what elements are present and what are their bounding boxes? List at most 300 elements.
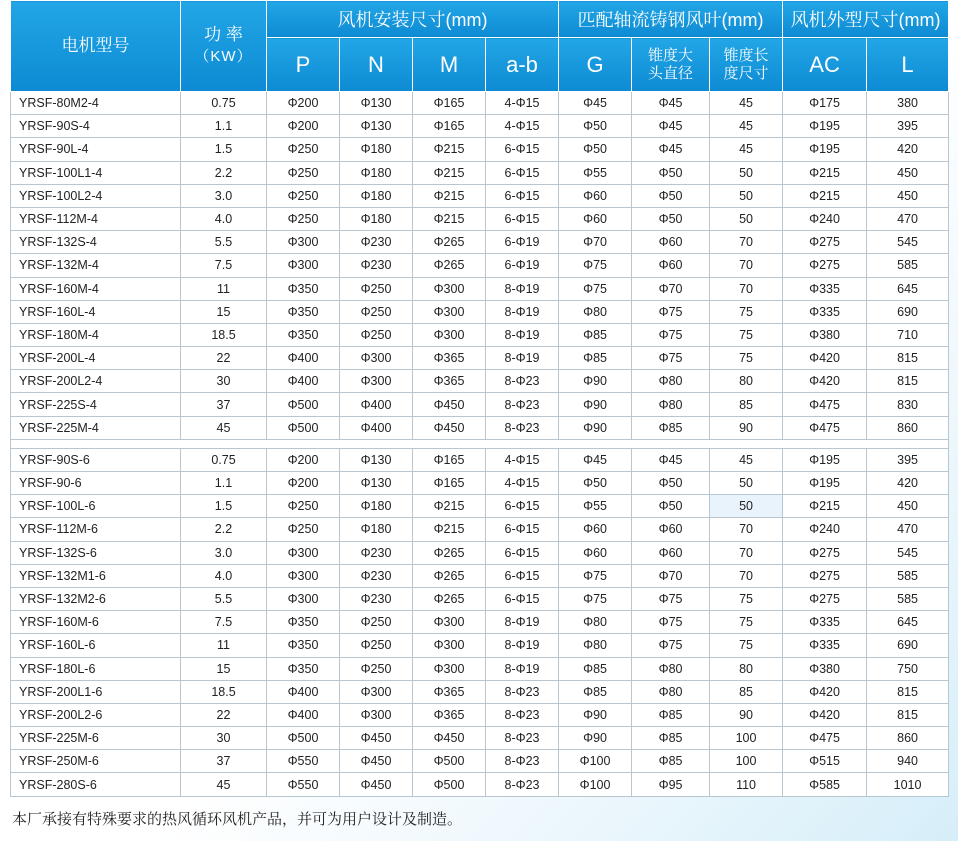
table-cell: Φ300 [413, 277, 486, 300]
table-row [11, 680, 949, 703]
table-cell: Φ70 [632, 277, 710, 300]
table-cell: Φ180 [340, 495, 413, 518]
table-cell: Φ300 [267, 541, 340, 564]
cell-model: YRSF-100L-6 [11, 495, 181, 518]
table-cell: Φ175 [783, 92, 867, 115]
table-cell: Φ240 [783, 207, 867, 230]
table-row [11, 115, 949, 138]
table-cell: Φ90 [559, 393, 632, 416]
table-cell: Φ130 [340, 448, 413, 471]
table-row [11, 207, 949, 230]
header-model: 电机型号 [11, 1, 181, 92]
table-separator [11, 439, 949, 448]
table-cell: 8-Φ19 [486, 634, 559, 657]
header-col-g: G [559, 38, 632, 92]
table-cell: Φ45 [632, 448, 710, 471]
table-cell: Φ335 [783, 634, 867, 657]
table-cell: Φ300 [413, 657, 486, 680]
table-cell: 22 [181, 347, 267, 370]
table-cell: Φ300 [340, 347, 413, 370]
cell-model: YRSF-90-6 [11, 472, 181, 495]
table-cell: Φ75 [559, 587, 632, 610]
table-cell: 5.5 [181, 587, 267, 610]
table-cell: Φ550 [267, 750, 340, 773]
table-cell: 8-Φ23 [486, 393, 559, 416]
table-cell: Φ350 [267, 277, 340, 300]
table-cell: Φ85 [559, 657, 632, 680]
table-cell: Φ250 [340, 611, 413, 634]
table-cell: 0.75 [181, 92, 267, 115]
table-cell: 6-Φ15 [486, 207, 559, 230]
table-cell: 830 [867, 393, 949, 416]
table-cell: 8-Φ23 [486, 773, 559, 796]
table-cell: Φ380 [783, 657, 867, 680]
table-cell: Φ80 [559, 611, 632, 634]
table-cell: Φ380 [783, 323, 867, 346]
header-group-fan-blade: 匹配轴流铸钢风叶(mm) [559, 1, 783, 38]
table-cell: Φ165 [413, 472, 486, 495]
table-row [11, 138, 949, 161]
table-cell: Φ75 [632, 323, 710, 346]
table-cell: 6-Φ15 [486, 587, 559, 610]
table-cell: Φ300 [267, 254, 340, 277]
table-cell: Φ50 [632, 472, 710, 495]
table-cell: Φ275 [783, 587, 867, 610]
header-col-ac: AC [783, 38, 867, 92]
table-cell: Φ420 [783, 680, 867, 703]
table-cell: Φ350 [267, 611, 340, 634]
header-power [181, 1, 267, 92]
table-cell: Φ400 [340, 393, 413, 416]
table-cell: 1.5 [181, 138, 267, 161]
table-cell: Φ215 [783, 161, 867, 184]
table-cell: Φ300 [267, 587, 340, 610]
table-cell: Φ230 [340, 564, 413, 587]
table-cell: 815 [867, 370, 949, 393]
table-cell: Φ500 [267, 416, 340, 439]
table-cell: Φ165 [413, 448, 486, 471]
cell-model: YRSF-100L2-4 [11, 184, 181, 207]
table-cell: 8-Φ23 [486, 370, 559, 393]
table-row [11, 347, 949, 370]
table-cell: Φ50 [632, 495, 710, 518]
table-cell: 6-Φ19 [486, 254, 559, 277]
table-cell: Φ265 [413, 541, 486, 564]
table-cell: Φ265 [413, 587, 486, 610]
table-cell: Φ400 [267, 347, 340, 370]
table-cell: 940 [867, 750, 949, 773]
table-cell: 50 [710, 495, 783, 518]
table-cell: Φ250 [267, 495, 340, 518]
table-cell: 6-Φ15 [486, 541, 559, 564]
table-cell: Φ215 [413, 518, 486, 541]
cell-model: YRSF-132M1-6 [11, 564, 181, 587]
table-cell: Φ450 [340, 773, 413, 796]
table-cell: Φ90 [559, 416, 632, 439]
table-cell: 70 [710, 518, 783, 541]
table-cell: Φ80 [559, 634, 632, 657]
table-row [11, 92, 949, 115]
table-cell: Φ80 [632, 657, 710, 680]
table-cell: Φ85 [632, 727, 710, 750]
table-cell: Φ420 [783, 370, 867, 393]
cell-model: YRSF-112M-4 [11, 207, 181, 230]
table-cell: Φ350 [267, 300, 340, 323]
table-cell: 1.1 [181, 115, 267, 138]
table-cell: 3.0 [181, 541, 267, 564]
table-cell: Φ45 [559, 92, 632, 115]
table-cell: Φ100 [559, 750, 632, 773]
cell-model: YRSF-90S-6 [11, 448, 181, 471]
table-cell: 450 [867, 161, 949, 184]
cell-model: YRSF-132S-4 [11, 231, 181, 254]
table-cell: 545 [867, 231, 949, 254]
table-cell: Φ165 [413, 115, 486, 138]
table-cell: 4-Φ15 [486, 448, 559, 471]
table-cell: Φ50 [559, 115, 632, 138]
table-cell: Φ365 [413, 680, 486, 703]
table-row [11, 184, 949, 207]
table-cell: Φ80 [632, 680, 710, 703]
table-cell: 75 [710, 587, 783, 610]
header-cone-diameter-line2: 头直径 [648, 64, 694, 82]
table-cell: Φ240 [783, 518, 867, 541]
table-cell: Φ50 [559, 472, 632, 495]
table-cell: 545 [867, 541, 949, 564]
table-row [11, 448, 949, 471]
table-cell: Φ475 [783, 727, 867, 750]
header-cone-length-line1: 锥度长 [723, 46, 769, 64]
table-cell: Φ275 [783, 541, 867, 564]
table-cell: Φ335 [783, 611, 867, 634]
table-cell: 45 [181, 773, 267, 796]
table-cell: 815 [867, 680, 949, 703]
table-cell: Φ230 [340, 587, 413, 610]
table-cell: Φ50 [632, 207, 710, 230]
table-cell: Φ195 [783, 448, 867, 471]
table-cell: 100 [710, 727, 783, 750]
table-cell: Φ450 [413, 416, 486, 439]
header-cone-diameter-line1: 锥度大 [648, 46, 694, 64]
table-cell: Φ200 [267, 115, 340, 138]
table-cell: Φ45 [632, 92, 710, 115]
table-cell: 80 [710, 657, 783, 680]
table-cell: 8-Φ23 [486, 727, 559, 750]
table-cell: 45 [710, 115, 783, 138]
table-cell: Φ90 [559, 727, 632, 750]
table-cell: Φ90 [559, 370, 632, 393]
table-cell: 70 [710, 254, 783, 277]
table-cell: 4.0 [181, 564, 267, 587]
table-cell: 8-Φ23 [486, 416, 559, 439]
table-cell: 15 [181, 300, 267, 323]
separator-cell [11, 439, 949, 448]
cell-model: YRSF-200L-4 [11, 347, 181, 370]
table-cell: Φ300 [267, 564, 340, 587]
cell-model: YRSF-280S-6 [11, 773, 181, 796]
table-row [11, 773, 949, 796]
table-cell: Φ215 [413, 207, 486, 230]
table-cell: 50 [710, 207, 783, 230]
cell-model: YRSF-160L-4 [11, 300, 181, 323]
table-cell: Φ195 [783, 138, 867, 161]
table-cell: 8-Φ19 [486, 611, 559, 634]
table-cell: Φ250 [340, 277, 413, 300]
spec-sheet [10, 0, 948, 797]
cell-model: YRSF-200L2-6 [11, 703, 181, 726]
table-cell: Φ75 [632, 347, 710, 370]
table-cell: Φ230 [340, 541, 413, 564]
table-cell: Φ85 [632, 703, 710, 726]
table-cell: 90 [710, 703, 783, 726]
table-cell: 37 [181, 393, 267, 416]
table-cell: Φ275 [783, 254, 867, 277]
table-cell: Φ400 [267, 680, 340, 703]
table-cell: Φ80 [632, 370, 710, 393]
table-cell: 75 [710, 347, 783, 370]
table-cell: Φ70 [632, 564, 710, 587]
table-cell: Φ230 [340, 254, 413, 277]
table-cell: Φ250 [340, 300, 413, 323]
table-cell: 50 [710, 161, 783, 184]
table-cell: 450 [867, 495, 949, 518]
table-cell: 75 [710, 611, 783, 634]
table-cell: 4-Φ15 [486, 115, 559, 138]
table-cell: Φ250 [267, 184, 340, 207]
cell-model: YRSF-250M-6 [11, 750, 181, 773]
table-row [11, 518, 949, 541]
table-cell: Φ85 [559, 680, 632, 703]
cell-model: YRSF-160M-4 [11, 277, 181, 300]
table-cell: Φ420 [783, 347, 867, 370]
table-cell: Φ75 [559, 564, 632, 587]
table-cell: 18.5 [181, 323, 267, 346]
table-cell: Φ250 [267, 138, 340, 161]
table-cell: Φ250 [340, 323, 413, 346]
table-cell: Φ75 [632, 611, 710, 634]
table-cell: Φ215 [413, 495, 486, 518]
cell-model: YRSF-225M-4 [11, 416, 181, 439]
table-row [11, 634, 949, 657]
table-cell: Φ60 [559, 541, 632, 564]
table-cell: 710 [867, 323, 949, 346]
table-cell: 6-Φ15 [486, 518, 559, 541]
table-cell: 2.2 [181, 518, 267, 541]
table-cell: Φ85 [559, 347, 632, 370]
table-cell: Φ45 [632, 138, 710, 161]
table-cell: Φ85 [632, 750, 710, 773]
table-row [11, 370, 949, 393]
table-cell: Φ475 [783, 393, 867, 416]
table-cell: 7.5 [181, 611, 267, 634]
table-cell: Φ250 [267, 161, 340, 184]
header-col-n: N [340, 38, 413, 92]
cell-model: YRSF-160L-6 [11, 634, 181, 657]
table-cell: Φ130 [340, 92, 413, 115]
table-cell: 30 [181, 370, 267, 393]
cell-model: YRSF-160M-6 [11, 611, 181, 634]
table-cell: 15 [181, 657, 267, 680]
table-cell: 8-Φ23 [486, 703, 559, 726]
table-cell: 70 [710, 231, 783, 254]
table-cell: Φ50 [632, 184, 710, 207]
table-row [11, 323, 949, 346]
table-cell: 75 [710, 323, 783, 346]
table-cell: Φ215 [783, 184, 867, 207]
table-cell: Φ500 [413, 750, 486, 773]
header-col-cone-length [710, 38, 783, 92]
table-cell: 860 [867, 727, 949, 750]
table-cell: Φ500 [267, 393, 340, 416]
table-cell: 1.1 [181, 472, 267, 495]
table-cell: 6-Φ15 [486, 495, 559, 518]
table-cell: 70 [710, 564, 783, 587]
table-cell: Φ200 [267, 472, 340, 495]
table-cell: Φ250 [340, 657, 413, 680]
table-cell: Φ450 [413, 393, 486, 416]
table-cell: Φ215 [413, 161, 486, 184]
table-cell: Φ75 [632, 300, 710, 323]
cell-model: YRSF-200L1-6 [11, 680, 181, 703]
table-cell: 7.5 [181, 254, 267, 277]
table-cell: 70 [710, 541, 783, 564]
table-cell: Φ300 [413, 634, 486, 657]
table-cell: Φ250 [267, 518, 340, 541]
table-body-6pole [11, 448, 949, 796]
table-cell: Φ45 [559, 448, 632, 471]
footer-note: 本厂承接有特殊要求的热风循环风机产品，并可为用户设计及制造。 [12, 811, 463, 828]
table-row [11, 393, 949, 416]
table-row [11, 727, 949, 750]
cell-model: YRSF-180L-6 [11, 657, 181, 680]
table-cell: Φ335 [783, 300, 867, 323]
table-cell: 645 [867, 611, 949, 634]
table-row [11, 495, 949, 518]
table-cell: Φ515 [783, 750, 867, 773]
table-cell: Φ300 [340, 680, 413, 703]
table-cell: 8-Φ23 [486, 750, 559, 773]
table-cell: Φ195 [783, 115, 867, 138]
table-cell: Φ195 [783, 472, 867, 495]
table-cell: Φ350 [267, 634, 340, 657]
table-cell: Φ60 [559, 518, 632, 541]
table-cell: Φ300 [413, 323, 486, 346]
table-cell: 110 [710, 773, 783, 796]
table-cell: Φ335 [783, 277, 867, 300]
table-cell: 8-Φ19 [486, 323, 559, 346]
table-cell: 470 [867, 207, 949, 230]
table-row [11, 564, 949, 587]
table-cell: Φ130 [340, 472, 413, 495]
table-cell: Φ180 [340, 161, 413, 184]
table-cell: 1.5 [181, 495, 267, 518]
table-cell: 3.0 [181, 184, 267, 207]
table-cell: Φ450 [413, 727, 486, 750]
table-cell: 11 [181, 634, 267, 657]
table-cell: 75 [710, 300, 783, 323]
table-cell: Φ70 [559, 231, 632, 254]
table-cell: Φ45 [632, 115, 710, 138]
table-cell: Φ85 [632, 416, 710, 439]
table-cell: Φ180 [340, 207, 413, 230]
table-body-4pole [11, 92, 949, 440]
table-cell: Φ75 [632, 634, 710, 657]
table-cell: 45 [710, 448, 783, 471]
table-cell: Φ60 [632, 541, 710, 564]
table-cell: 585 [867, 587, 949, 610]
cell-model: YRSF-180M-4 [11, 323, 181, 346]
table-cell: 395 [867, 115, 949, 138]
table-cell: 2.2 [181, 161, 267, 184]
cell-model: YRSF-90L-4 [11, 138, 181, 161]
table-row [11, 611, 949, 634]
table-row [11, 277, 949, 300]
cell-model: YRSF-132S-6 [11, 541, 181, 564]
table-cell: Φ420 [783, 703, 867, 726]
header-power-label: 功 率 [204, 25, 243, 44]
table-cell: 37 [181, 750, 267, 773]
table-cell: 45 [710, 92, 783, 115]
table-cell: Φ275 [783, 564, 867, 587]
table-cell: 90 [710, 416, 783, 439]
table-cell: 8-Φ19 [486, 657, 559, 680]
table-row [11, 657, 949, 680]
table-cell: Φ200 [267, 448, 340, 471]
table-cell: 0.75 [181, 448, 267, 471]
table-cell: Φ60 [632, 518, 710, 541]
table-cell: 8-Φ19 [486, 277, 559, 300]
table-row [11, 254, 949, 277]
header-group-install: 风机安装尺寸(mm) [267, 1, 559, 38]
table-cell: Φ300 [340, 370, 413, 393]
table-cell: Φ250 [340, 634, 413, 657]
table-cell: 75 [710, 634, 783, 657]
table-cell: Φ180 [340, 184, 413, 207]
table-cell: 50 [710, 472, 783, 495]
table-cell: Φ60 [559, 184, 632, 207]
table-cell: Φ275 [783, 231, 867, 254]
table-cell: 6-Φ15 [486, 184, 559, 207]
table-cell: 8-Φ23 [486, 680, 559, 703]
table-cell: 8-Φ19 [486, 300, 559, 323]
table-cell: Φ450 [340, 727, 413, 750]
table-row [11, 300, 949, 323]
table-cell: 815 [867, 703, 949, 726]
table-cell: Φ55 [559, 495, 632, 518]
table-row [11, 703, 949, 726]
table-cell: Φ300 [340, 703, 413, 726]
table-cell: 45 [181, 416, 267, 439]
table-cell: Φ300 [267, 231, 340, 254]
table-row [11, 161, 949, 184]
table-header [11, 1, 949, 92]
table-cell: 100 [710, 750, 783, 773]
table-cell: Φ215 [783, 495, 867, 518]
motor-spec-table [10, 0, 949, 797]
table-cell: Φ95 [632, 773, 710, 796]
table-cell: 4-Φ15 [486, 92, 559, 115]
table-cell: Φ215 [413, 138, 486, 161]
table-cell: Φ80 [632, 393, 710, 416]
table-cell: 585 [867, 564, 949, 587]
table-cell: 85 [710, 393, 783, 416]
cell-model: YRSF-225M-6 [11, 727, 181, 750]
table-row [11, 472, 949, 495]
table-cell: Φ500 [413, 773, 486, 796]
table-row [11, 541, 949, 564]
header-cone-length-line2: 度尺寸 [723, 64, 769, 82]
header-col-l: L [867, 38, 949, 92]
